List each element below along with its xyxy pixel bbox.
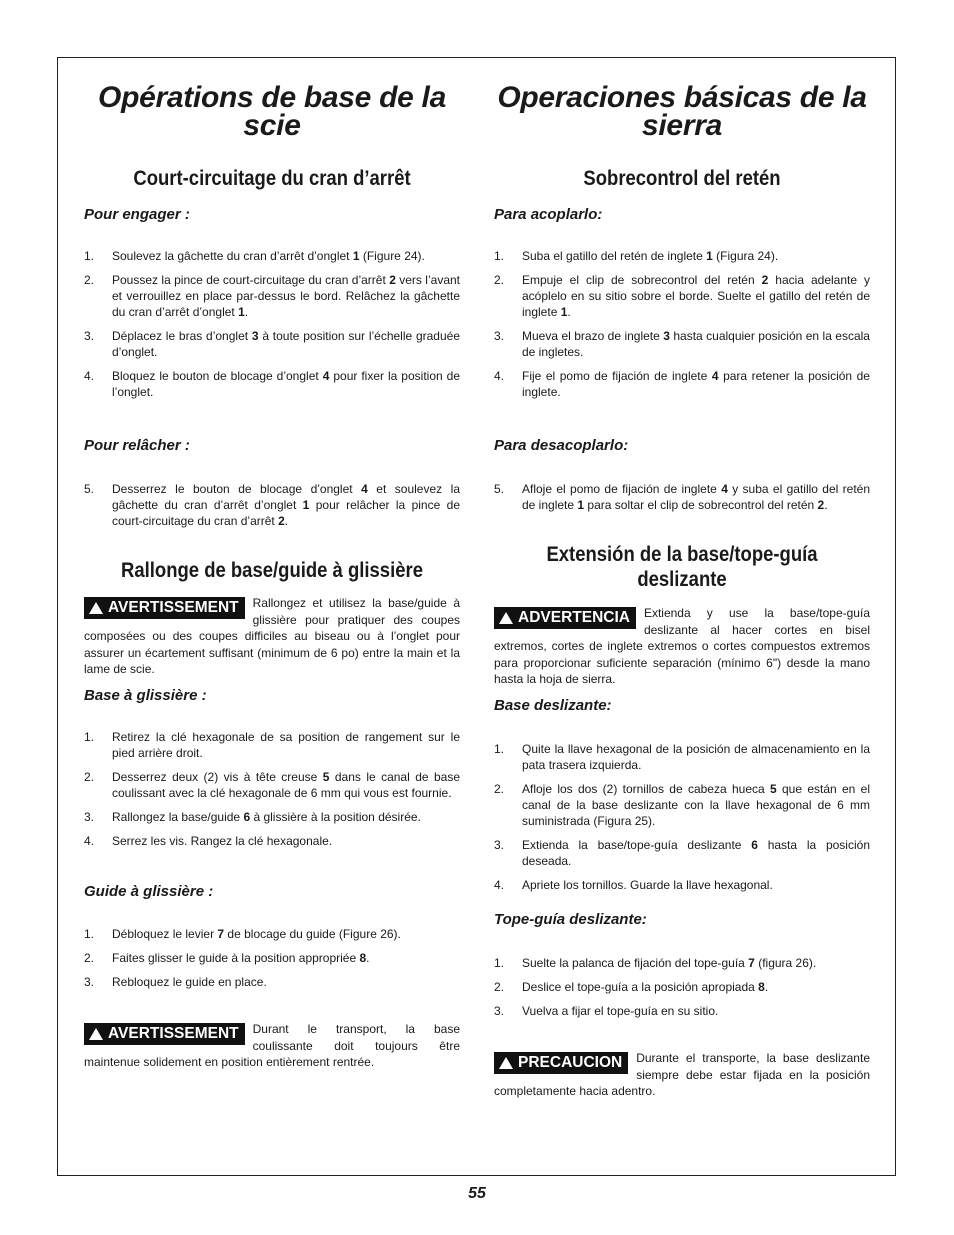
list-item [494,979,870,995]
warning-text-es: Extienda y use la base/tope-guía deslizante al hacer cortes en bisel extremos, cortes de inglete extremos o cortes compuestos extremos para proporcionar suficiente separación (mínimo 6") desde la mano hasta la hoja de sierra. [494,606,870,686]
guide-label-es: Tope-guía deslizante: [494,911,647,928]
base-steps-fr [84,729,460,849]
release-label-es: Para desacoplarlo: [494,437,629,454]
list-item-text: Rallongez la base/guide 6 à glissière à la position désirée. [112,810,421,824]
list-item-text: Fije el pomo de fijación de inglete 4 para retener la posición de inglete. [522,369,870,399]
list-item [84,926,460,942]
list-item [494,781,870,829]
warning-badge-es: ADVERTENCIA [494,607,636,629]
list-item [84,833,460,849]
page-number: 55 [468,1185,486,1202]
list-item-text: Afloje los dos (2) tornillos de cabeza hueca 5 que están en el canal de la base deslizante con la llave hexagonal de 6 mm suministrada (Figura 25). [522,782,870,828]
list-item-text: Extienda la base/tope-guía deslizante 6 hasta la posición deseada. [522,838,870,868]
list-item-number: 5. [84,482,95,496]
list-item [494,328,870,360]
list-item-number: 2. [494,273,505,287]
list-item [494,368,870,400]
base-label-fr: Base à glissière : [84,687,207,704]
list-item-text: Mueva el brazo de inglete 3 hasta cualquier posición en la escala de ingletes. [522,329,870,359]
warning2-badge-fr: AVERTISSEMENT [84,1023,245,1045]
list-item [494,741,870,773]
list-item [494,1003,870,1019]
list-item-number: 2. [84,273,95,287]
warning-badge-fr: AVERTISSEMENT [84,597,245,619]
list-item-text: Soulevez la gâchette du cran d’arrêt d’onglet 1 (Figure 24). [112,249,425,263]
list-item-number: 4. [84,834,95,848]
section-title-slide-es: Extensión de la base/tope-guía deslizante [546,543,818,591]
release-steps-es [494,481,870,513]
list-item-text: Desserrez le bouton de blocage d’onglet 4 et soulevez la gâchette du cran d’arrêt d’onglet 1 pour relâcher la pince de court-circuitage du cran d’arrêt 2. [112,482,460,528]
list-item-text: Afloje el pomo de fijación de inglete 4 y suba el gatillo del retén de inglete 1 para soltar el clip de sobrecontrol del retén 2. [522,482,871,512]
warning-box-es [494,605,870,688]
list-item [84,950,460,966]
list-item-number: 3. [494,329,505,343]
list-item-text: Apriete los tornillos. Guarde la llave hexagonal. [522,878,773,892]
list-item-number: 1. [494,956,505,970]
list-item-number: 2. [84,951,95,965]
section-title-override-es: Sobrecontrol del retén [583,167,781,190]
warning-triangle-icon [499,612,513,624]
list-item-number: 4. [494,369,505,383]
list-item-text: Bloquez le bouton de blocage d’onglet 4 pour fixer la position de l’onglet. [112,369,460,399]
section-title-override-fr: Court-circuitage du cran d’arrêt [133,167,411,190]
list-item-text: Suba el gatillo del retén de inglete 1 (Figura 24). [522,249,779,263]
list-item-text: Déplacez le bras d’onglet 3 à toute position sur l’échelle graduée d’onglet. [112,329,460,359]
warning2-badge-es: PRECAUCION [494,1052,628,1074]
page-title-fr: Opérations de base de la scie [98,81,446,142]
list-item-number: 3. [494,838,505,852]
release-label-fr: Pour relâcher : [84,437,190,454]
warning-triangle-icon [89,1028,103,1040]
section-title-slide-fr: Rallonge de base/guide à glissière [121,559,423,582]
list-item [494,877,870,893]
list-item-number: 3. [84,975,95,989]
list-item-text: Débloquez le levier 7 de blocage du guide (Figure 26). [112,927,401,941]
list-item-number: 4. [84,369,95,383]
warning-triangle-icon [499,1057,513,1069]
guide-label-fr: Guide à glissière : [84,883,214,900]
list-item-text: Quite la llave hexagonal de la posición de almacenamiento en la pata trasera izquierda. [522,742,870,772]
warning2-text-fr: Durant le transport, la base coulissante doit toujours être maintenue solidement en position entièrement rentrée. [84,1022,460,1069]
release-steps-fr [84,481,460,529]
list-item-text: Retirez la clé hexagonale de sa position de rangement sur le pied arrière droit. [112,730,460,760]
list-item [494,955,870,971]
list-item-text: Serrez les vis. Rangez la clé hexagonale. [112,834,333,848]
warning-box-fr [84,595,460,678]
list-item-number: 1. [494,249,505,263]
list-item-number: 2. [494,782,505,796]
list-item-number: 2. [84,770,95,784]
list-item [494,248,870,264]
guide-steps-fr [84,926,460,990]
warning2-box-es [494,1050,870,1100]
list-item-number: 4. [494,878,505,892]
list-item-number: 1. [494,742,505,756]
engage-label-es: Para acoplarlo: [494,206,603,223]
base-label-es: Base deslizante: [494,697,612,714]
warning2-text-es: Durante el transporte, la base deslizante siempre debe estar fijada en la posición completamente hacia adentro. [494,1051,870,1098]
list-item-number: 1. [84,730,95,744]
list-item-number: 5. [494,482,505,496]
warning-text-fr: Rallongez et utilisez la base/guide à glissière pour pratiquer des coupes composées ou des coupes difficiles au biseau ou à l’onglet pour assurer un écartement suffisant (minimum de 6 po) entre la main et la lame de scie. [84,596,460,676]
warning2-box-fr [84,1021,460,1071]
list-item-number: 1. [84,249,95,263]
list-item-text: Desserrez deux (2) vis à tête creuse 5 dans le canal de base coulissant avec la clé hexagonale de 6 mm qui vous est fournie. [112,770,461,800]
list-item-number: 3. [84,329,95,343]
list-item-number: 3. [84,810,95,824]
list-item [84,974,460,990]
list-item [84,328,460,360]
page-title-es: Operaciones básicas de la sierra [497,81,867,142]
list-item-text: Deslice el tope-guía a la posición apropiada 8. [522,980,769,994]
list-item-number: 3. [494,1004,505,1018]
engage-steps-es [494,248,870,400]
list-item [84,272,460,320]
list-item-number: 1. [84,927,95,941]
list-item [494,481,870,513]
list-item [494,272,870,320]
base-steps-es [494,741,870,893]
guide-steps-es [494,955,870,1019]
list-item [84,809,460,825]
list-item [84,248,460,264]
warning-triangle-icon [89,602,103,614]
list-item-text: Suelte la palanca de fijación del tope-guía 7 (figura 26). [522,956,817,970]
list-item-number: 2. [494,980,505,994]
list-item [494,837,870,869]
list-item-text: Faites glisser le guide à la position appropriée 8. [112,951,370,965]
engage-label-fr: Pour engager : [84,206,190,223]
list-item [84,729,460,761]
list-item [84,481,460,529]
list-item [84,769,460,801]
engage-steps-fr [84,248,460,400]
list-item-text: Rebloquez le guide en place. [112,975,267,989]
list-item-text: Empuje el clip de sobrecontrol del retén 2 hacia adelante y acóplelo en su sitio sobre el borde. Suelte el gatillo del retén de inglete 1. [522,273,870,319]
list-item-text: Vuelva a fijar el tope-guía en su sitio. [522,1004,719,1018]
list-item [84,368,460,400]
list-item-text: Poussez la pince de court-circuitage du cran d’arrêt 2 vers l’avant et verrouillez en place par-dessus le bord. Relâchez la gâchette du cran d’arrêt d’onglet 1. [112,273,460,319]
